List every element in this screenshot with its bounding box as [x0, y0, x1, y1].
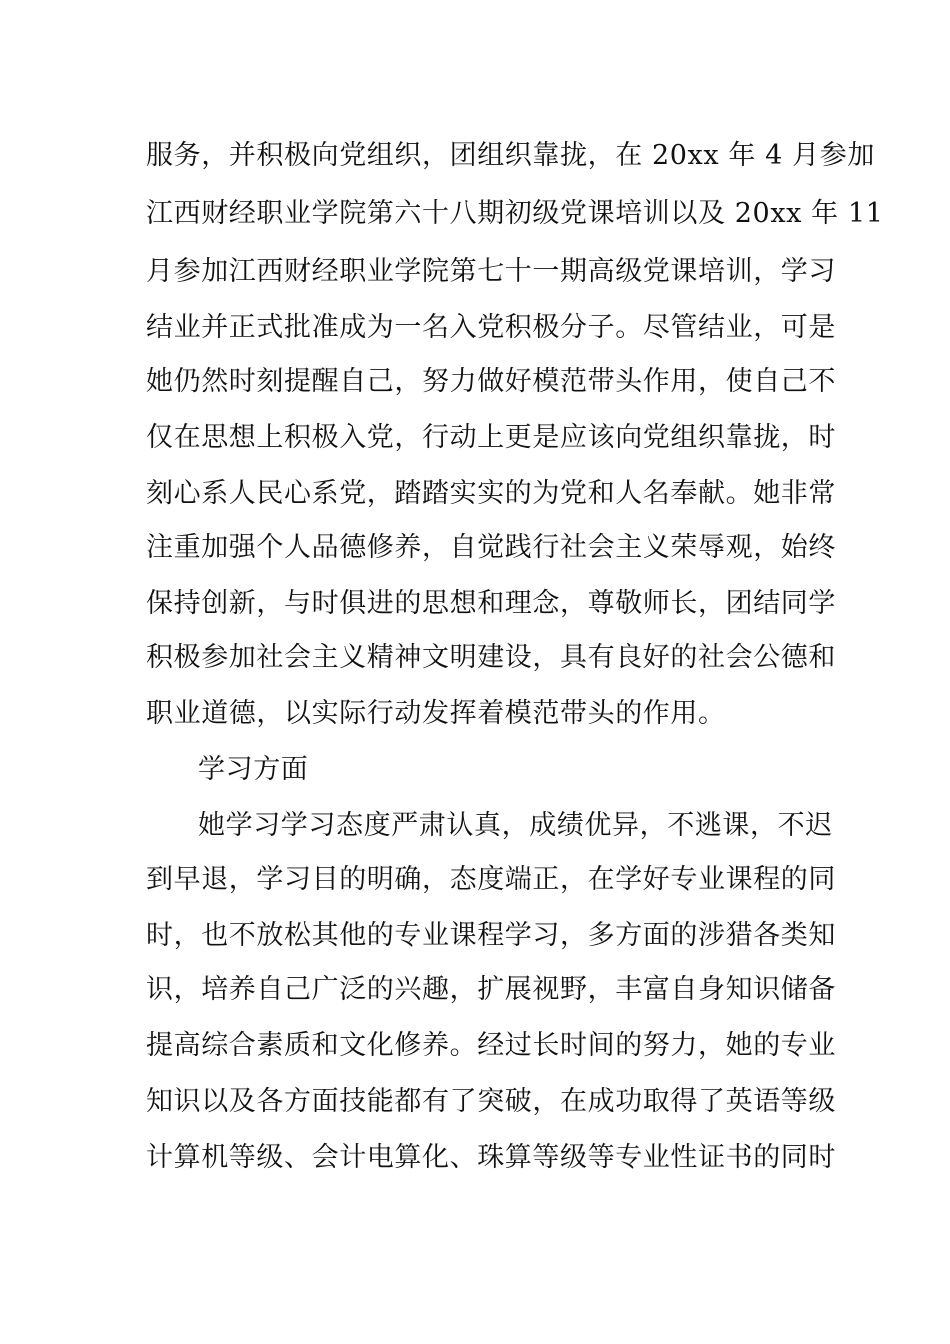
- text-line: 注重加强个人品德修养，自觉践行社会主义荣辱观，始终: [146, 532, 836, 563]
- text-line: 到早退，学习目的明确，态度端正，在学好专业课程的同: [146, 864, 836, 895]
- text-line: 积极参加社会主义精神文明建设，具有良好的社会公德和: [146, 642, 836, 673]
- text-line: 职业道德，以实际行动发挥着模范带头的作用。: [146, 698, 726, 729]
- text-line: 仅在思想上积极入党，行动上更是应该向党组织靠拢，时: [146, 422, 836, 453]
- text-line: 刻心系人民心系党，踏踏实实的为党和人名奉献。她非常: [146, 478, 836, 509]
- text-line: 计算机等级、会计电算化、珠算等级等专业性证书的同时: [146, 1142, 836, 1173]
- text-line: 保持创新，与时俱进的思想和理念，尊敬师长，团结同学: [146, 588, 836, 619]
- text-line: 时，也不放松其他的专业课程学习，多方面的涉猎各类知: [146, 920, 836, 951]
- text-line: 知识以及各方面技能都有了突破，在成功取得了英语等级: [146, 1086, 836, 1117]
- text-line: 结业并正式批准成为一名入党积极分子。尽管结业，可是: [146, 312, 836, 343]
- text-line: 她仍然时刻提醒自己，努力做好模范带头作用，使自己不: [146, 366, 836, 397]
- text-line: 月参加江西财经职业学院第七十一期高级党课培训，学习: [146, 256, 836, 287]
- text-line: 服务，并积极向党组织，团组织靠拢，在 20xx 年 4 月参加: [146, 140, 875, 171]
- text-line: 识，培养自己广泛的兴趣，扩展视野，丰富自身知识储备: [146, 974, 836, 1005]
- text-line: 提高综合素质和文化修养。经过长时间的努力，她的专业: [146, 1030, 836, 1061]
- text-line: 江西财经职业学院第六十八期初级党课培训以及 20xx 年 11: [146, 198, 884, 229]
- text-line: 她学习学习态度严肃认真，成绩优异，不逃课，不迟: [198, 810, 833, 841]
- section-heading: 学习方面: [198, 754, 309, 785]
